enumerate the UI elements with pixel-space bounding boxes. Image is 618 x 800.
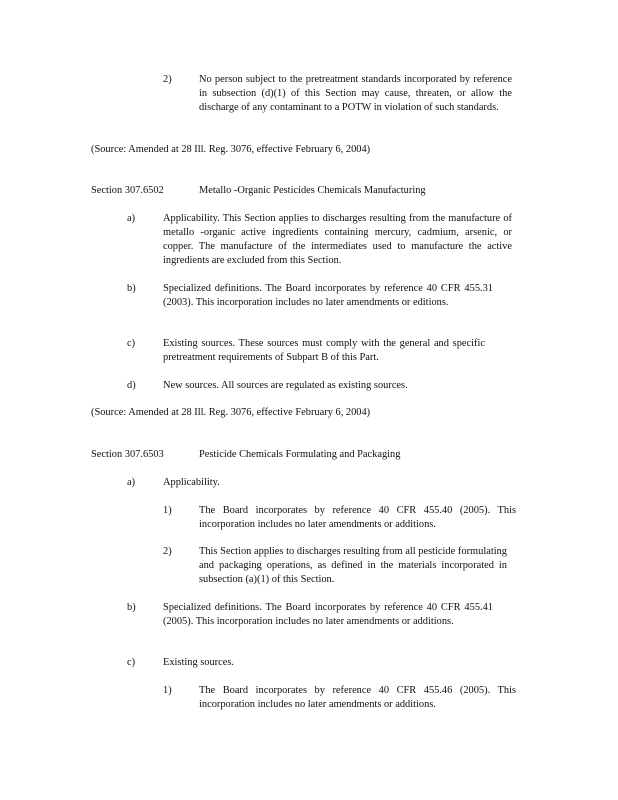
source-note: (Source: Amended at 28 Ill. Reg. 3076, effective February 6, 2004) [91,407,371,418]
item-text: The Board incorporates by reference 40 CFR 455.40 (2005). This incorporation includes no later amendments or additions. [199,505,516,530]
item-text: New sources. All sources are regulated as existing sources. [163,380,408,391]
item-text: Applicability. [163,477,220,488]
item-label: c) [127,338,136,349]
item-label: 1) [163,505,172,516]
item-label: d) [127,380,136,391]
item-label: 1) [163,685,172,696]
source-note: (Source: Amended at 28 Ill. Reg. 3076, effective February 6, 2004) [91,144,371,155]
item-text: Existing sources. These sources must comply with the general and specific pretreatment requirements of Subpart B of this Part. [163,338,485,363]
item-text: This Section applies to discharges resulting from all pesticide formulating and packaging operations, as defined in the materials incorporated in subsection (a)(1) of this Section. [199,546,507,585]
item-label: 2) [163,74,172,85]
item-text: No person subject to the pretreatment standards incorporated by reference in subsection (d)(1) of this Section may cause, threaten, or allow the discharge of any contaminant to a POTW in violation of such standards. [199,74,512,113]
item-label: a) [127,213,136,224]
item-text: Applicability. This Section applies to discharges resulting from the manufacture of metallo -organic active ingredients containing mercury, cadmium, arsenic, or copper. The manufacture of the intermediates used to manufacture the active ingredients are excluded from this Section. [163,213,512,266]
item-text: Specialized definitions. The Board incorporates by reference 40 CFR 455.31 (2003). This incorporation includes no later amendments or editions. [163,283,493,308]
item-text: Existing sources. [163,657,234,668]
section-number: Section 307.6502 [91,185,164,196]
item-label: 2) [163,546,172,557]
item-text: The Board incorporates by reference 40 CFR 455.46 (2005). This incorporation includes no later amendments or additions. [199,685,516,710]
item-text: Specialized definitions. The Board incorporates by reference 40 CFR 455.41 (2005). This incorporation includes no later amendments or additions. [163,602,493,627]
item-label: a) [127,477,136,488]
item-label: c) [127,657,136,668]
section-title: Metallo -Organic Pesticides Chemicals Manufacturing [199,185,426,196]
item-label: b) [127,283,136,294]
section-title: Pesticide Chemicals Formulating and Packaging [199,449,401,460]
section-number: Section 307.6503 [91,449,164,460]
item-label: b) [127,602,136,613]
